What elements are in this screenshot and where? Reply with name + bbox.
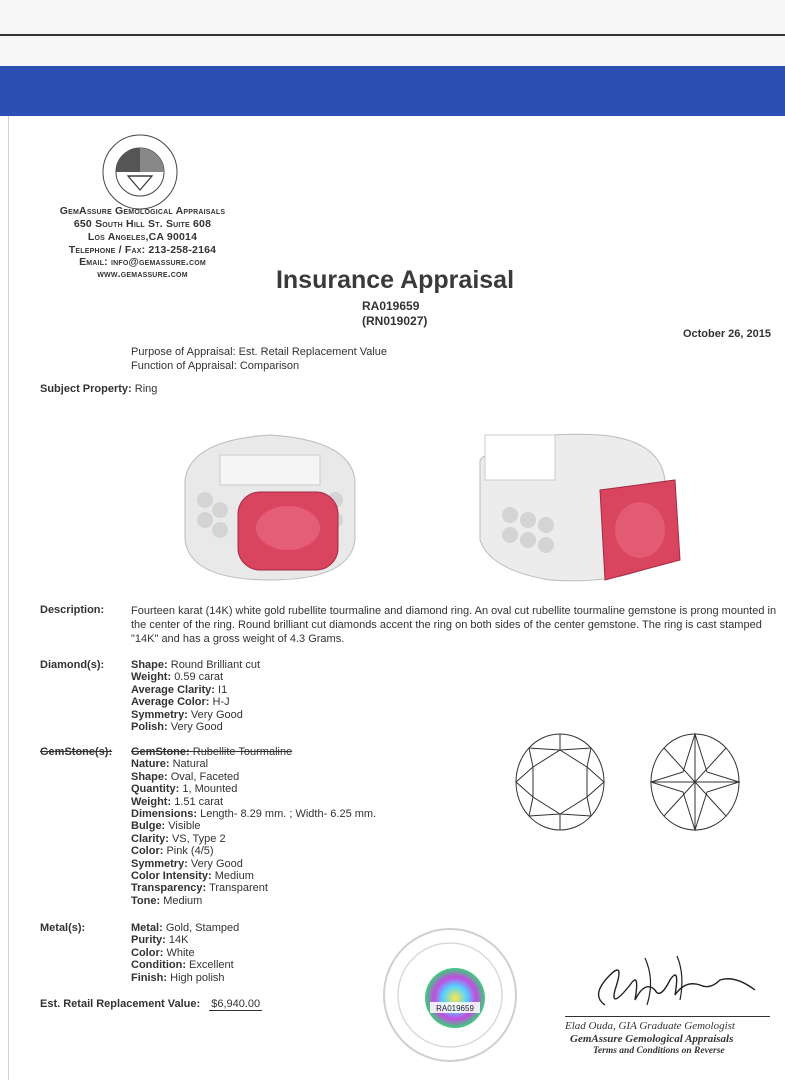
spec-row: Color: White <box>131 946 195 959</box>
spec-row: Symmetry: Very Good <box>131 708 243 721</box>
diamonds-label: Diamond(s): <box>40 659 105 671</box>
subject-value: Ring <box>134 383 158 395</box>
description-text: Fourteen karat (14K) white gold rubellite tourmaline and diamond ring. An oval cut rubellite tourmaline gemstone is prong mounted in the center of the ring. Round brilliant cut diamonds accent the ring on both sides of the center gemstone. The ring is cast stamped "14K" and has a gross weight of 4.3 Grams. <box>131 605 777 645</box>
company-address-line2: Los Angeles,CA 90014 <box>87 231 198 243</box>
purpose-value: Est. Retail Replacement Value <box>238 346 388 358</box>
appraisal-number: RA019659 <box>362 299 420 313</box>
spec-row: Quantity: 1, Mounted <box>131 783 238 796</box>
top-divider <box>0 34 785 36</box>
reference-number: (RN019027) <box>362 314 428 328</box>
company-website: www.gemassure.com <box>97 268 188 280</box>
spec-row: Transparency: Transparent <box>131 882 268 895</box>
retail-value-amount: $6,940.00 <box>211 998 261 1010</box>
spec-row: GemStone: Rubellite Tourmaline <box>131 746 293 758</box>
paper-edge <box>8 116 9 1080</box>
spec-row: Color Intensity: Medium <box>131 870 254 883</box>
terms-note: Terms and Conditions on Reverse <box>593 1046 725 1056</box>
metal-specs <box>131 922 239 984</box>
ring-photo-front <box>185 435 355 580</box>
gemassure-logo <box>100 132 180 212</box>
metal-label: Metal(s): <box>40 922 86 934</box>
ring-photos <box>150 420 750 600</box>
spec-row: Bulge: Visible <box>131 820 201 833</box>
company-email: Email: info@gemassure.com <box>79 256 206 268</box>
description-label: Description: <box>40 604 105 616</box>
hologram-seal <box>380 925 520 1065</box>
spec-row: Dimensions: Length- 8.29 mm. ; Width- 6.25 mm. <box>131 808 377 821</box>
signer-company: GemAssure Gemological Appraisals <box>570 1033 734 1045</box>
spec-row: Color: Pink (4/5) <box>131 845 214 858</box>
gemstone-specs <box>131 746 376 907</box>
blue-header-band <box>0 66 785 116</box>
gemstone-label: GemStone(s): <box>40 746 113 758</box>
signature-line <box>565 1016 770 1017</box>
diamond-specs <box>131 659 260 733</box>
spec-row: Symmetry: Very Good <box>131 857 243 870</box>
spec-row: Nature: Natural <box>131 758 209 771</box>
spec-row: Shape: Oval, Faceted <box>131 770 240 783</box>
appraisal-date: October 26, 2015 <box>682 328 771 340</box>
document-title: Insurance Appraisal <box>275 266 515 294</box>
spec-row: Condition: Excellent <box>131 959 234 972</box>
spec-row: Weight: 1.51 carat <box>131 795 224 808</box>
subject-line <box>40 383 157 395</box>
signature-graphic <box>585 950 775 1020</box>
spec-row: Average Color: H-J <box>131 696 230 709</box>
ring-photo-side <box>480 434 680 581</box>
company-name: GemAssure Gemological Appraisals <box>59 205 226 217</box>
oval-crown-diagram <box>516 734 604 830</box>
subject-label: Subject Property: <box>40 383 132 395</box>
retail-value-label: Est. Retail Replacement Value: <box>40 998 201 1010</box>
oval-facet-diagrams <box>515 732 745 832</box>
company-phone: Telephone / Fax: 213-258-2164 <box>68 244 217 256</box>
spec-row: Finish: High polish <box>131 971 225 984</box>
spec-row: Purity: 14K <box>131 934 189 947</box>
spec-row: Tone: Medium <box>131 894 203 907</box>
spec-row: Polish: Very Good <box>131 721 223 734</box>
spec-row: Metal: Gold, Stamped <box>131 922 240 934</box>
spec-row: Average Clarity: I1 <box>131 683 228 696</box>
function-value: Comparison <box>239 360 300 372</box>
purpose-label: Purpose of Appraisal: <box>131 346 236 358</box>
spec-row: Clarity: VS, Type 2 <box>131 832 226 845</box>
hologram-number: RA019659 <box>436 1004 474 1013</box>
purpose-line <box>131 346 387 358</box>
spec-row: Shape: Round Brilliant cut <box>131 659 261 671</box>
spec-row: Weight: 0.59 carat <box>131 671 224 684</box>
retail-value-row <box>40 998 262 1010</box>
company-address-line1: 650 South Hill St. Suite 608 <box>73 218 212 230</box>
function-label: Function of Appraisal: <box>131 360 237 372</box>
function-line <box>131 360 299 372</box>
signer-name: Elad Ouda, GIA Graduate Gemologist <box>565 1020 735 1032</box>
oval-pavilion-diagram <box>651 734 739 830</box>
